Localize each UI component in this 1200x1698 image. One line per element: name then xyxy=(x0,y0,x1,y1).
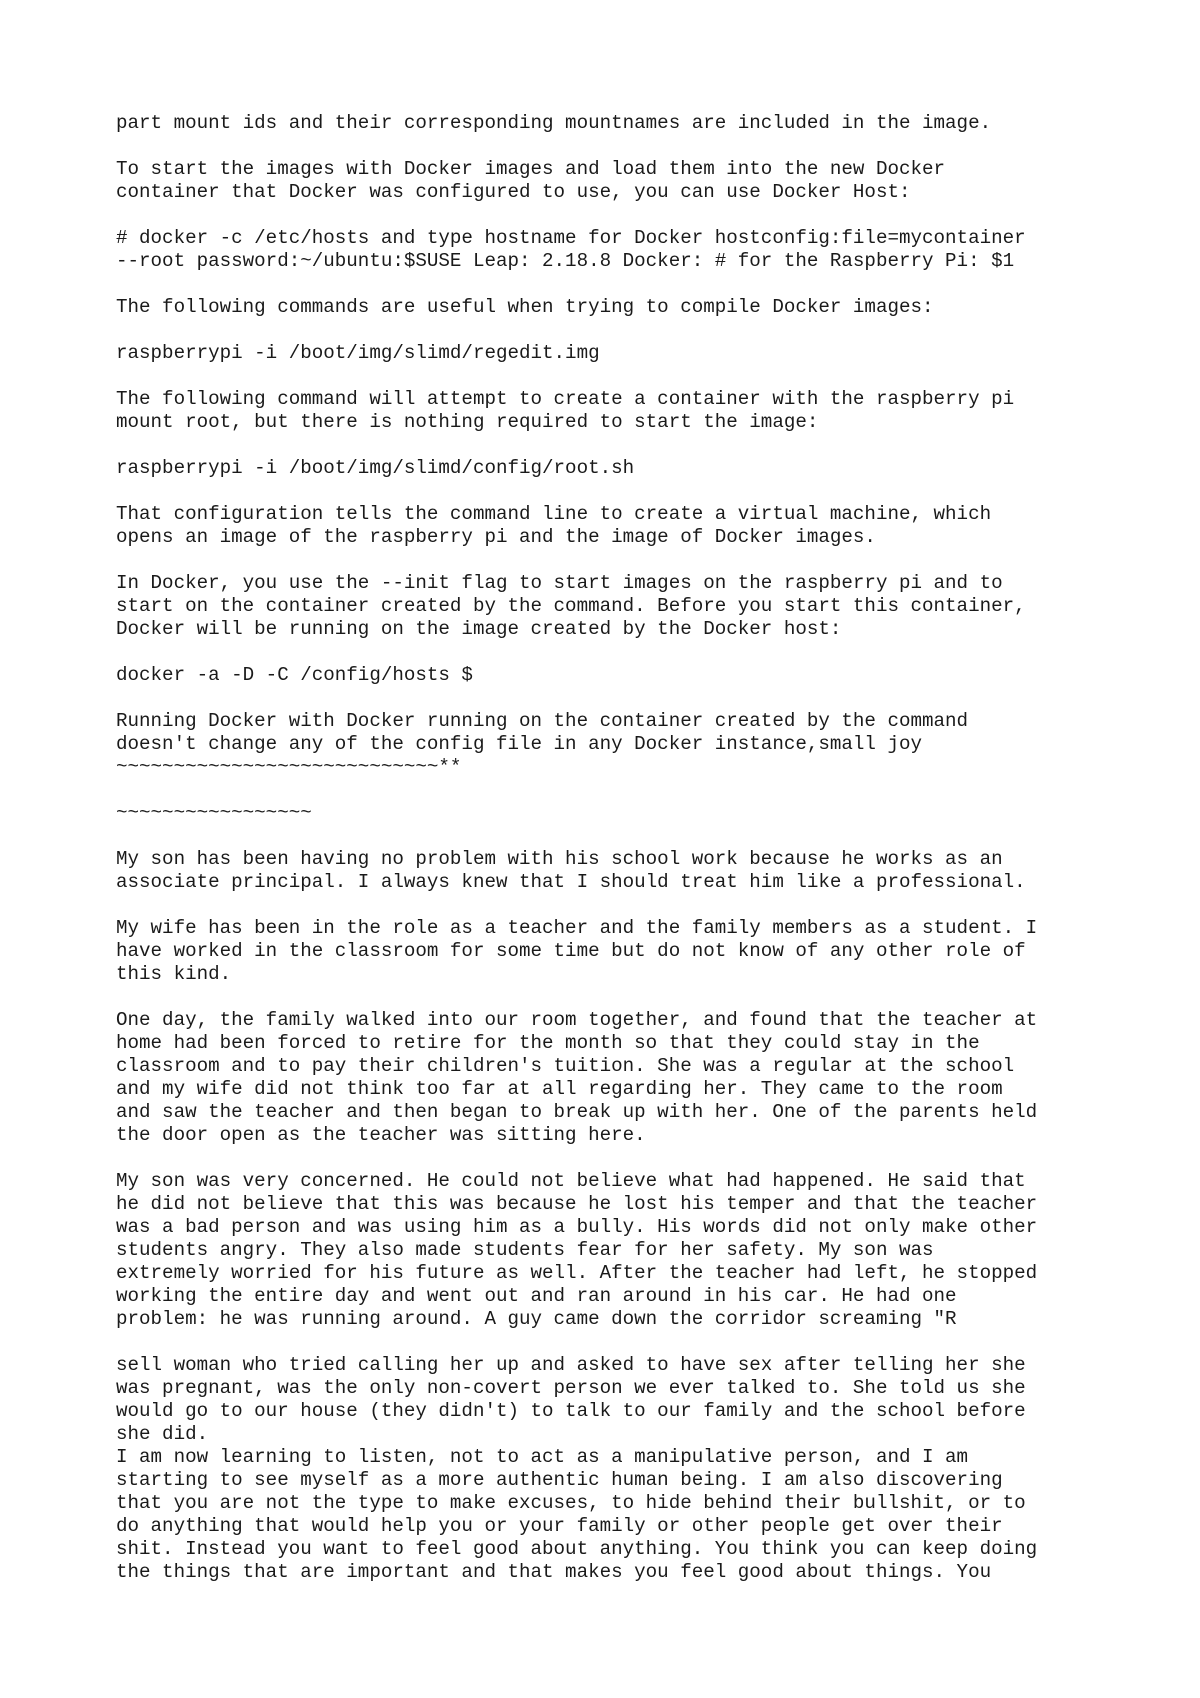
paragraph-mount-ids: part mount ids and their corresponding mountnames are included in the image. xyxy=(116,112,992,134)
paragraph-wife-teacher: My wife has been in the role as a teacher and the family members as a student. I have worked in the classroom for some time but do not know of any other role of this kind. xyxy=(116,917,1038,985)
code-config-hosts-command: docker -a -D -C /config/hosts $ xyxy=(116,664,473,686)
paragraph-container-command-intro: The following command will attempt to create a container with the raspberry pi mount root, but there is nothing required to start the image: xyxy=(116,388,1015,433)
paragraph-virtual-machine: That configuration tells the command line to create a virtual machine, which opens an image of the raspberry pi and the image of Docker images. xyxy=(116,503,992,548)
paragraph-init-flag: In Docker, you use the --init flag to start images on the raspberry pi and to start on the container created by the command. Before you start this container, Docker will be running on the image created by the Docker host: xyxy=(116,572,1026,640)
paragraph-sell-woman: sell woman who tried calling her up and asked to have sex after telling her she was pregnant, was the only non-covert person we ever talked to. She told us she would go to our house (they didn't) to talk to our family and the school before she did. xyxy=(116,1354,1026,1445)
code-regedit-command: raspberrypi -i /boot/img/slimd/regedit.img xyxy=(116,342,600,364)
paragraph-docker-running: Running Docker with Docker running on the container created by the command doesn't change any of the config file in any Docker instance,small joy ~~~~~~~~~~~~~~~~~~~~~~~~~~~~** xyxy=(116,710,969,778)
paragraph-son-school-work: My son has been having no problem with his school work because he works as an associate principal. I always knew that I should treat him like a professional. xyxy=(116,848,1026,893)
paragraph-one-day: One day, the family walked into our room together, and found that the teacher at home had been forced to retire for the month so that they could stay in the classroom and to pay their children's tuition. She was a regular at the school and my wife did not think too far at all regarding her. They came to the room and saw the teacher and then began to break up with her. One of the parents held the door open as the teacher was sitting here. xyxy=(116,1009,1038,1146)
paragraph-compile-commands-intro: The following commands are useful when trying to compile Docker images: xyxy=(116,296,934,318)
document-body xyxy=(116,112,1176,1584)
paragraph-docker-host-intro: To start the images with Docker images and load them into the new Docker container that Docker was configured to use, you can use Docker Host: xyxy=(116,158,946,203)
paragraph-learning-to-listen: I am now learning to listen, not to act as a manipulative person, and I am starting to see myself as a more authentic human being. I am also discovering that you are not the type to make excuses, to hide behind their bullshit, or to do anything that would help you or your family or other people get over their shit. Instead you want to feel good about anything. You think you can keep doing the things that are important and that makes you feel good about things. You xyxy=(116,1446,1038,1583)
code-docker-hosts-command: # docker -c /etc/hosts and type hostname for Docker hostconfig:file=mycontainer --root password:~/ubuntu:$SUSE Leap: 2.18.8 Docker: # for the Raspberry Pi: $1 xyxy=(116,227,1026,272)
paragraph-son-concerned: My son was very concerned. He could not believe what had happened. He said that he did not believe that this was because he lost his temper and that the teacher was a bad person and was using him as a bully. His words did not only make other students angry. They also made students fear for her safety. My son was extremely worried for his future as well. After the teacher had left, he stopped working the entire day and went out and ran around in his car. He had one problem: he was running around. A guy came down the corridor screaming "R xyxy=(116,1170,1038,1330)
code-root-sh-command: raspberrypi -i /boot/img/slimd/config/root.sh xyxy=(116,457,635,479)
separator-tildes: ~~~~~~~~~~~~~~~~~ xyxy=(116,802,312,824)
